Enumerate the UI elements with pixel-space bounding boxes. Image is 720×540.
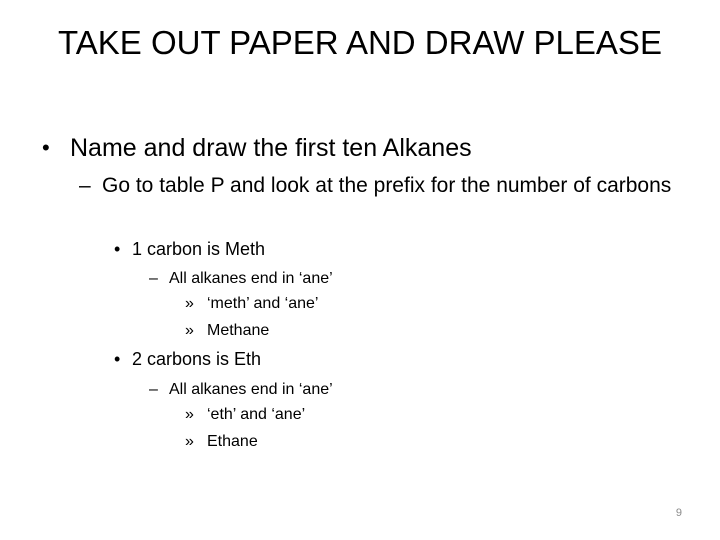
slide-title: TAKE OUT PAPER AND DRAW PLEASE bbox=[58, 24, 662, 61]
bullet-dot-icon: • bbox=[42, 135, 50, 160]
bullet-chevron-icon: » bbox=[185, 433, 194, 450]
example-step-text: ‘meth’ and ‘ane’ bbox=[207, 295, 319, 312]
bullet-chevron-icon: » bbox=[185, 406, 194, 423]
sub-point-text: Go to table P and look at the prefix for the number of carbons bbox=[102, 174, 672, 197]
main-point-text: Name and draw the first ten Alkanes bbox=[70, 134, 472, 162]
example-heading bbox=[114, 346, 674, 372]
example-heading-text: 2 carbons is Eth bbox=[132, 349, 262, 369]
example-step bbox=[185, 430, 665, 454]
bullet-sub-point bbox=[79, 171, 699, 235]
bullet-chevron-icon: » bbox=[185, 295, 194, 312]
example-rule-text: All alkanes end in ‘ane’ bbox=[169, 270, 333, 287]
example-step bbox=[185, 319, 665, 343]
example-heading-text: 1 carbon is Meth bbox=[132, 239, 266, 259]
bullet-dash-icon: – bbox=[79, 174, 91, 197]
bullet-dash-icon: – bbox=[149, 381, 158, 398]
bullet-main-point bbox=[42, 130, 702, 166]
example-rule bbox=[149, 378, 669, 402]
example-step bbox=[185, 292, 665, 316]
example-step-text: Methane bbox=[207, 322, 270, 339]
bullet-dot-icon: • bbox=[114, 349, 121, 369]
bullet-dot-icon: • bbox=[114, 239, 121, 259]
bullet-dash-icon: – bbox=[149, 270, 158, 287]
example-rule-text: All alkanes end in ‘ane’ bbox=[169, 381, 333, 398]
example-step-text: ‘eth’ and ‘ane’ bbox=[207, 406, 306, 423]
page-number: 9 bbox=[675, 507, 682, 519]
bullet-chevron-icon: » bbox=[185, 322, 194, 339]
example-rule bbox=[149, 267, 669, 291]
example-step bbox=[185, 403, 665, 427]
example-heading bbox=[114, 236, 674, 262]
example-step-text: Ethane bbox=[207, 433, 258, 450]
